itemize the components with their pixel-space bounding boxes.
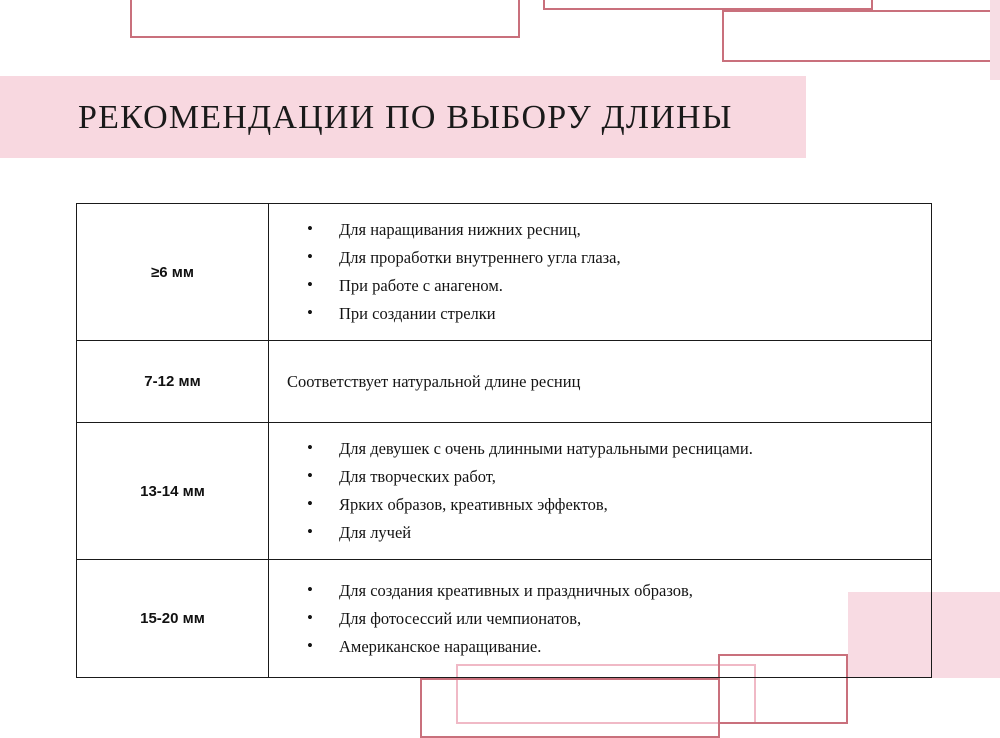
decor-frame-top-middle	[543, 0, 873, 10]
list-item: • Для девушек с очень длинными натуральными ресницами.	[305, 435, 917, 463]
list-item: • Для фотосессий или чемпионатов,	[305, 605, 917, 633]
range-label: 15-20 мм	[77, 560, 269, 678]
range-label: 13-14 мм	[77, 423, 269, 560]
list-item: • Для создания креативных и праздничных образов,	[305, 577, 917, 605]
list-item: • Ярких образов, креативных эффектов,	[305, 491, 917, 519]
bullet-list	[287, 577, 917, 661]
description-text: Соответствует натуральной длине ресниц	[287, 371, 581, 391]
decor-frame-top-left	[130, 0, 520, 38]
decor-frame-bottom-dark	[420, 678, 720, 738]
list-item: • Американское наращивание.	[305, 633, 917, 661]
description-cell	[269, 204, 932, 341]
table-row	[77, 560, 932, 678]
list-item: • При создании стрелки	[305, 300, 917, 328]
list-item: • Для творческих работ,	[305, 463, 917, 491]
list-item: • Для лучей	[305, 519, 917, 547]
decor-frame-top-right	[722, 10, 1000, 62]
bullet-list	[287, 216, 917, 328]
list-item: • При работе с анагеном.	[305, 272, 917, 300]
list-item: • Для проработки внутреннего угла глаза,	[305, 244, 917, 272]
bullet-list	[287, 435, 917, 547]
range-label: 7-12 мм	[77, 341, 269, 423]
length-recommendations-table	[76, 203, 932, 678]
description-cell	[269, 560, 932, 678]
list-item: • Для наращивания нижних ресниц,	[305, 216, 917, 244]
description-cell	[269, 341, 932, 423]
range-label: ≥6 мм	[77, 204, 269, 341]
table-row	[77, 204, 932, 341]
table-row	[77, 423, 932, 560]
table-row	[77, 341, 932, 423]
page-title: РЕКОМЕНДАЦИИ ПО ВЫБОРУ ДЛИНЫ	[78, 99, 733, 136]
description-cell	[269, 423, 932, 560]
decor-strip-right	[990, 0, 1000, 80]
